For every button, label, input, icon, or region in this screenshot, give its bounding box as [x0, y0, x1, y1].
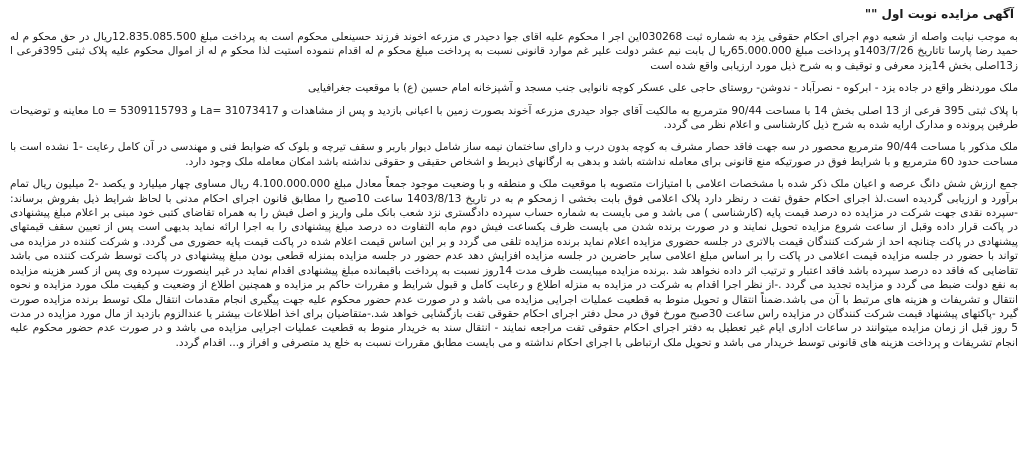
paragraph-plot: با پلاک ثبتی 395 فرعی از 13 اصلی بخش 14 با مساحت 90/44 مترمربع به مالکیت آقای جواد حیدری مزرعه آخوند بصورت زمین با اعیانی بازدید و پس از مشاهدات و La= 31073417 و Lo = 5309115793 معاینه و توضیحات طرفین پرونده و مدارک ارایه شده به شرح ذیل کارشناسی و اعلام نظر می گردد. — [10, 104, 1019, 132]
notice-title: آگهی مزایده نوبت اول "" — [864, 7, 1014, 21]
paragraph-valuation-terms: جمع ارزش شش دانگ عرصه و اعیان ملک ذکر شده با مشخصات اعلامی با امتیازات متصوبه با موقعیت ملک و منطقه و با وضعیت موجود جمعاً معادل مبلغ 4.100.000.000 ریال مساوی چهار میلیارد و یکصد -2 میلیون ریال تمام برآورد و ارزیابی گردیده است.لذ اجرای احکام حقوق تفت د رنظر دارد پلاک اعلامی فوق بابت بخشی ا زمحکو م به در تاریخ 1403/8/13 ساعت 10صبح را مطابق قانون اجرای احکام مدنی با لحاظ شرایط ذیل بفروش برساند: -سپرده نقدی جهت شرکت در مزایده ده درصد قیمت پایه (کارشناسی ) می باشد و می بایست به شماره حساب سپرده دادگستری نزد شعب بانک ملی واریز و اصل فیش را به همراه تقاضای کتبی خود مبنی بر اعلام مبلغ پیشنهادی در پاکت قرار داده وقبل از ساعت شروع مزایده تحویل نمایند و در صورت برنده شدن می بایست ظرف یکساعت فیش دوم مابه التفاوت ده درصد مبلغ پیشنهادی را به اجرا ارائه نماید بدیهی است پس از تعیین سقف قیمتهای پیشنهادی در پاکت چنانچه احد از شرکت کنندگان قیمت بالاتری در جلسه حضوری مزایده اعلام نماید برنده مزایده تلقی می گردد و بر این اساس قیمت اعلام شده در پاکت قیمت پایه حضوری می گردد. و شرکت کننده در مزایده می تواند با حضور در جلسه مزایده قیمت اعلامی در پاکت را بر اساس مبلغ اعلامی سایر حاضرین در جلسه مزایده افزایش دهد عدم حضور در جلسه مزایده بمنزله قطعی بودن مبلغ پیشنهادی در پاکت توسط شرکت کننده می باشد تقاضایی که فاقد ده درصد سپرده باشد فاقد اعتبار و ترتیب اثر داده نخواهد شد .برنده مزایده میبایست ظرف مدت 14روز نسبت به پرداخت باقیمانده مبلغ پیشنهادی اقدام نماید در غیر اینصورت سپرده وی پس از کسر هزینه مزایده به نفع دولت ضبط می گردد و مزایده تجدید می گردد .-از نظر اجرا اقدام به شرکت در مزایده به منزله اطلاع و رعایت کامل و قبول شرایط و مقررات حاکم بر مزایده و همچنین اطلاع از وضعیت و کیفیت ملک مورد مزایده و نحوه انتقال و تشریفات و هزینه های مرتبط با آن می باشد.ضمناً انتقال و تحویل منوط به قطعیت عملیات اجرایی مزایده می باشد و در صورت عدم حضور محکوم علیه جهت پیگیری انجام مقدمات انتقال ملک توسط برنده مزایده صورت گیرد -پاکتهای پیشنهاد قیمت شرکت کنندگان در مزایده راس ساعت 30صبح مورخ فوق در محل دفتر اجرای احکام حقوقی تفت بازگشایی خواهد شد.-متقاضیان برای اخذ اطلاعات بیشتر یا عندالزوم بازدید از مال مورد مزایده در مدت 5 روز قبل از زمان مزایده میتوانند در ساعات اداری ایام غیر تعطیل به دفتر اجرای احکام حقوقی تفت مراجعه نمایند - انتقال سند به خریدار منوط به قطعیت عملیات اجرایی مزایده می باشد و در صورت عدم حضور محکوم علیه انجام تشریفات و پرداخت هزینه های قانونی توسط خریدار می باشد و تحویل ملک ارتباطی با اجرای احکام نداشته و می بایست مطابق مقررات نسبت به خلع ید متصرفی و افراز و... اقدام گردد. — [10, 178, 1019, 349]
paragraph-location: ملک موردنظر واقع در جاده یزد - ابرکوه - نصرآباد - ندوشن- روستای حاجی علی عسکر کوچه نانوایی جنب مسجد و آشپزخانه امام حسین (ع) با موقعیت جغرافیایی — [308, 82, 1018, 95]
paragraph-description: ملک مذکور با مساحت 90/44 مترمربع محصور در سه جهت فاقد حصار مشرف به کوچه بدون درب و دارای ساختمان نیمه ساز شامل دیوار باربر و سقف تیرچه و بلوک که ضوابط فنی و مهندسی در آن کامل رعایت -1 نشده است با مساحت حدود 60 مترمربع و با شرایط فوق در صورتیکه منع قانونی برای معامله نداشته باشد و بدهی به ارگانهای ذیربط و اشخاص حقیقی و حقوقی نداشته باشد امکان معامله ملک وجود دارد. — [10, 141, 1018, 168]
paragraph-judgment: به موجب نیابت واصله از شعبه دوم اجرای احکام حقوقی یزد به شماره ثبت 030268این اجر ا محکوم علیه اقای جوا دحیدر ی مزرعه اخوند فرزند حسینعلی محکوم است به پرداخت مبلغ 12.835.085.500ریال در حق محکو م له حمید رضا پارسا تاتاریخ 1403/7/26و پرداخت مبلغ 65.000.000ریا ل بابت نیم عشر دولت علیر غم موارد قانونی نسبت به پرداخت مبلغ محکو م له اقدام ننموده استیت لذا محکو م له از اموال محکوم علیه پلاک ثبتی 395فرعی ا ز13اصلی بخش 14یزد معرفی و توقیف و به شرح ذیل مورد ارزیابی واقع شده است — [10, 31, 1019, 72]
